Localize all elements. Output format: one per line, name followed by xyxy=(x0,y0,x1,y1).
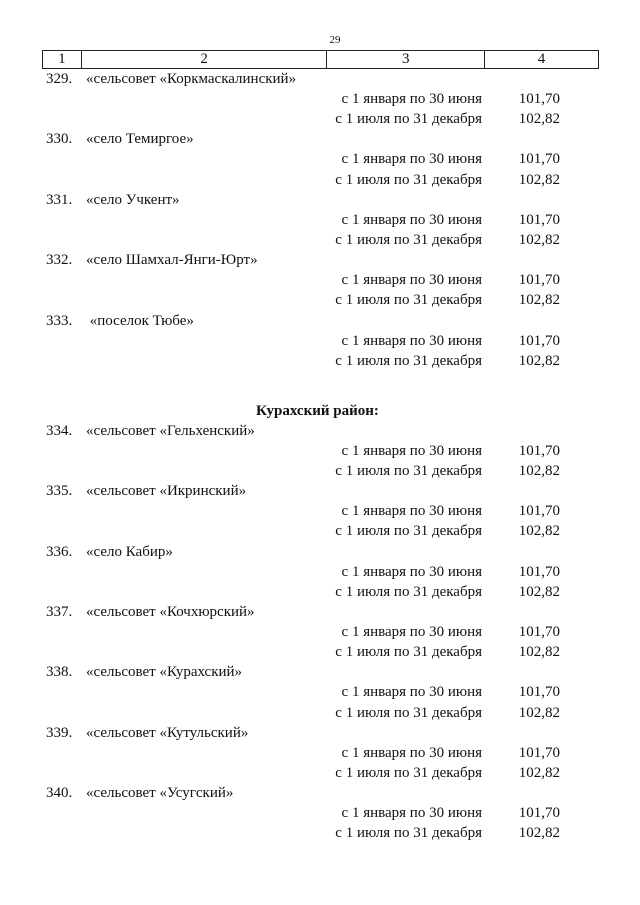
period-value: 102,82 xyxy=(518,231,560,248)
entry-row xyxy=(0,542,640,562)
period-value: 101,70 xyxy=(518,442,560,459)
period-value: 102,82 xyxy=(518,583,560,600)
period-value: 102,82 xyxy=(518,171,560,188)
period-value: 101,70 xyxy=(518,151,560,168)
period-label: с 1 июля по 31 декабря xyxy=(335,171,482,188)
period-value: 102,82 xyxy=(518,644,560,661)
period-label: с 1 января по 30 июня xyxy=(341,272,482,289)
period-label: с 1 января по 30 июня xyxy=(341,211,482,228)
entry-row xyxy=(0,129,640,149)
entry-name: «сельсовет «Кутульский» xyxy=(86,724,249,741)
period-value: 102,82 xyxy=(518,352,560,369)
period-row xyxy=(0,642,640,662)
period-row xyxy=(0,562,640,582)
period-value: 101,70 xyxy=(518,563,560,580)
period-value: 102,82 xyxy=(518,704,560,721)
entry-row xyxy=(0,783,640,803)
period-label: с 1 июля по 31 декабря xyxy=(335,583,482,600)
entry-number: 329. xyxy=(46,71,73,87)
entry-name: «сельсовет «Курахский» xyxy=(86,664,243,681)
column-header-row xyxy=(43,51,599,69)
column-header-4: 4 xyxy=(484,51,598,69)
period-value: 101,70 xyxy=(518,272,560,289)
period-label: с 1 января по 30 июня xyxy=(341,624,482,640)
period-row xyxy=(0,763,640,783)
entry-number: 331. xyxy=(46,191,73,208)
period-label: с 1 июля по 31 декабря xyxy=(335,523,482,540)
period-row xyxy=(0,331,640,351)
entry-number: 337. xyxy=(46,604,73,620)
period-row xyxy=(0,351,640,371)
entry-name: «сельсовет «Коркмаскалинский» xyxy=(86,71,297,87)
document-body xyxy=(0,69,640,844)
period-row xyxy=(0,461,640,481)
period-label: с 1 июля по 31 декабря xyxy=(335,764,482,781)
entry-name: «сельсовет «Икринский» xyxy=(86,483,247,500)
period-value: 102,82 xyxy=(518,523,560,540)
entry-name: «село Шамхал-Янги-Юрт» xyxy=(86,252,258,269)
period-row xyxy=(0,441,640,461)
period-label: с 1 июля по 31 декабря xyxy=(335,825,482,842)
period-row xyxy=(0,501,640,521)
period-value: 101,70 xyxy=(518,624,560,640)
column-header-1: 1 xyxy=(43,51,82,69)
entry-row xyxy=(0,250,640,270)
entry-number: 336. xyxy=(46,543,73,560)
column-header-table xyxy=(42,50,599,69)
period-value: 102,82 xyxy=(518,292,560,309)
period-label: с 1 июля по 31 декабря xyxy=(335,352,482,369)
period-value: 101,70 xyxy=(518,332,560,349)
period-label: с 1 января по 30 июня xyxy=(341,91,482,107)
entry-row xyxy=(0,311,640,331)
period-row xyxy=(0,803,640,823)
period-row xyxy=(0,210,640,230)
entry-number: 334. xyxy=(46,422,73,439)
section-heading-text: Курахский район: xyxy=(256,402,379,419)
period-row xyxy=(0,521,640,541)
period-label: с 1 января по 30 июня xyxy=(341,744,482,761)
entry-number: 330. xyxy=(46,131,73,148)
section-heading xyxy=(0,401,640,421)
period-value: 101,70 xyxy=(518,91,560,107)
period-value: 101,70 xyxy=(518,211,560,228)
entry-name: «сельсовет «Гельхенский» xyxy=(86,422,255,439)
entry-row xyxy=(0,190,640,210)
period-label: с 1 июля по 31 декабря xyxy=(335,704,482,721)
period-row xyxy=(0,89,640,109)
period-label: с 1 июля по 31 декабря xyxy=(335,463,482,480)
period-label: с 1 января по 30 июня xyxy=(341,805,482,822)
period-row xyxy=(0,230,640,250)
period-row xyxy=(0,270,640,290)
entry-name: «сельсовет «Кочхюрский» xyxy=(86,604,255,620)
column-header-3: 3 xyxy=(327,51,485,69)
entry-name: «сельсовет «Усугский» xyxy=(86,785,234,802)
entry-row xyxy=(0,421,640,441)
period-value: 102,82 xyxy=(518,764,560,781)
column-header-2: 2 xyxy=(81,51,327,69)
period-row xyxy=(0,109,640,129)
period-label: с 1 января по 30 июня xyxy=(341,332,482,349)
period-value: 101,70 xyxy=(518,503,560,520)
entry-row xyxy=(0,602,640,622)
period-value: 101,70 xyxy=(518,684,560,701)
period-value: 102,82 xyxy=(518,825,560,842)
period-row xyxy=(0,582,640,602)
period-label: с 1 июля по 31 декабря xyxy=(335,231,482,248)
period-value: 101,70 xyxy=(518,744,560,761)
period-value: 101,70 xyxy=(518,805,560,822)
period-label: с 1 июля по 31 декабря xyxy=(335,292,482,309)
entry-name: «поселок Тюбе» xyxy=(86,312,194,329)
entry-number: 335. xyxy=(46,483,73,500)
entry-number: 338. xyxy=(46,664,73,681)
entry-row xyxy=(0,481,640,501)
period-label: с 1 января по 30 июня xyxy=(341,442,482,459)
period-label: с 1 января по 30 июня xyxy=(341,151,482,168)
entry-number: 332. xyxy=(46,252,73,269)
entry-number: 340. xyxy=(46,785,73,802)
period-row xyxy=(0,149,640,169)
entry-row xyxy=(0,69,640,89)
period-row xyxy=(0,823,640,843)
period-row xyxy=(0,703,640,723)
period-value: 102,82 xyxy=(518,463,560,480)
period-row xyxy=(0,622,640,642)
period-label: с 1 января по 30 июня xyxy=(341,503,482,520)
period-row xyxy=(0,743,640,763)
period-label: с 1 июля по 31 декабря xyxy=(335,111,482,128)
period-label: с 1 января по 30 июня xyxy=(341,563,482,580)
period-row xyxy=(0,682,640,702)
page-number: 29 xyxy=(329,34,341,46)
entry-name: «село Учкент» xyxy=(86,191,180,208)
period-value: 102,82 xyxy=(518,111,560,128)
entry-number: 339. xyxy=(46,724,73,741)
period-row xyxy=(0,170,640,190)
entry-name: «село Кабир» xyxy=(86,543,173,560)
entry-number: 333. xyxy=(46,312,73,329)
period-label: с 1 июля по 31 декабря xyxy=(335,644,482,661)
entry-name: «село Темиргое» xyxy=(86,131,194,148)
entry-row xyxy=(0,723,640,743)
entry-row xyxy=(0,662,640,682)
period-label: с 1 января по 30 июня xyxy=(341,684,482,701)
period-row xyxy=(0,290,640,310)
